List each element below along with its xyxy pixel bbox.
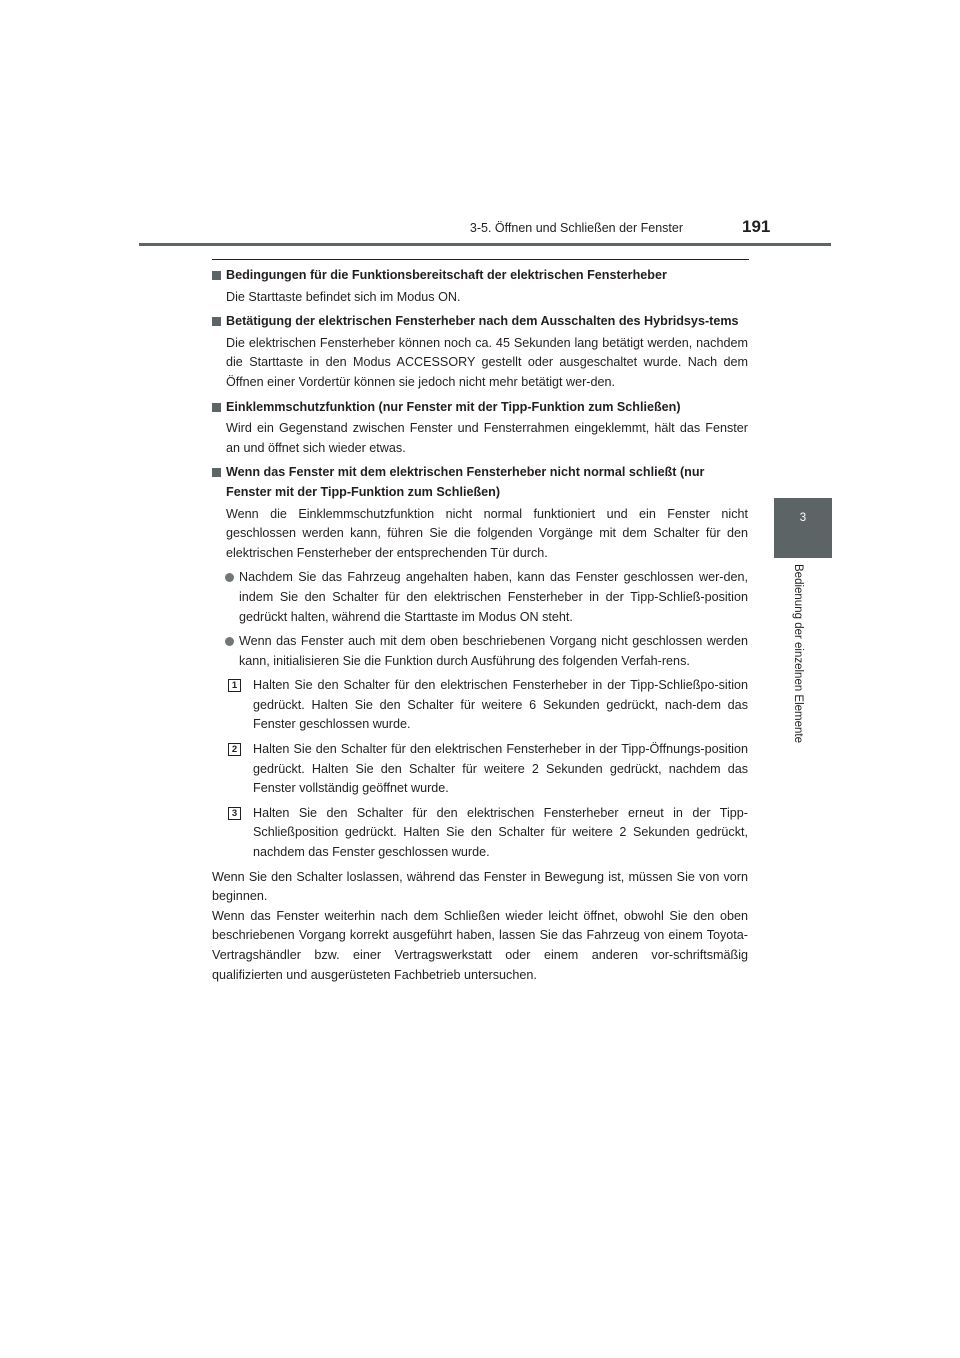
circle-bullet-icon bbox=[225, 573, 234, 582]
step-item: 1 Halten Sie den Schalter für den elektrischen Fensterheber in der Tipp-Schließpo-sition gedrückt. Halten Sie den Schalter für weitere 6 Sekunden gedrückt, nach-dem das Fenster geschlossen wurde. bbox=[212, 676, 748, 735]
chapter-tab-label: Bedienung der einzelnen Elemente bbox=[792, 564, 804, 744]
section-heading: Bedingungen für die Funktionsbereitschaft der elektrischen Fensterheber bbox=[212, 266, 748, 286]
list-item: Wenn das Fenster auch mit dem oben beschriebenen Vorgang nicht geschlossen werden kann, initialisieren Sie die Funktion durch Ausführung des folgenden Verfah-rens. bbox=[212, 632, 748, 671]
step-item: 2 Halten Sie den Schalter für den elektrischen Fensterheber in der Tipp-Öffnungs-position gedrückt. Halten Sie den Schalter für weitere 2 Sekunden gedrückt, nachdem das Fenster vollständig geöffnet wurde. bbox=[212, 740, 748, 799]
step-item: 3 Halten Sie den Schalter für den elektrischen Fensterheber erneut in der Tipp-Schließposition gedrückt. Halten Sie den Schalter für weitere 2 Sekunden gedrückt, nachdem das Fenster geschlossen wurde. bbox=[212, 804, 748, 863]
chapter-tab-number: 3 bbox=[799, 512, 807, 524]
section-heading: Betätigung der elektrischen Fensterheber nach dem Ausschalten des Hybridsys-tems bbox=[212, 312, 748, 332]
section-text: Die Starttaste befindet sich im Modus ON. bbox=[226, 289, 461, 304]
step-number-badge: 2 bbox=[228, 743, 241, 756]
list-item: Nachdem Sie das Fahrzeug angehalten haben, kann das Fenster geschlossen wer-den, indem Sie den Schalter für den elektrischen Fensterheber in der Tipp-Schließ-position gedrückt halten, während die Starttaste im Modus ON steht. bbox=[212, 568, 748, 627]
circle-bullet-icon bbox=[225, 637, 234, 646]
step-number-badge: 1 bbox=[228, 679, 241, 692]
section-heading: Einklemmschutzfunktion (nur Fenster mit der Tipp-Funktion zum Schließen) bbox=[212, 398, 748, 418]
page-number: 191 bbox=[742, 217, 771, 236]
header-rule bbox=[139, 243, 831, 246]
square-bullet-icon bbox=[212, 317, 221, 326]
section-heading: Wenn das Fenster mit dem elektrischen Fensterheber nicht normal schließt (nur Fenster mit der Tipp-Funktion zum Schließen) bbox=[212, 463, 748, 502]
chapter-title: 3-5. Öffnen und Schließen der Fenster bbox=[469, 221, 683, 235]
square-bullet-icon bbox=[212, 403, 221, 412]
chapter-tab bbox=[774, 498, 832, 558]
square-bullet-icon bbox=[212, 468, 221, 477]
section-text: Die elektrischen Fensterheber können noch ca. 45 Sekunden lang betätigt werden, nachdem die Starttaste in den Modus ACCESSORY gestellt oder ausgeschaltet wurde. Nach dem Öffnen einer Vordertür können sie jedoch nicht mehr betätigt wer-den. bbox=[226, 335, 748, 389]
section-text: Wird ein Gegenstand zwischen Fenster und Fensterrahmen eingeklemmt, hält das Fenster an und öffnet sich wieder etwas. bbox=[226, 421, 748, 455]
section-text: Wenn die Einklemmschutzfunktion nicht normal funktioniert und ein Fenster nicht geschlossen werden kann, führen Sie die folgenden Vorgänge mit dem Schalter für den elektrischen Fensterheber der entsprechenden Tür durch. bbox=[226, 506, 748, 560]
section-rule bbox=[212, 259, 749, 260]
square-bullet-icon bbox=[212, 271, 221, 280]
page-content bbox=[212, 266, 748, 985]
step-number-badge: 3 bbox=[228, 807, 241, 820]
note-text: Wenn Sie den Schalter loslassen, während das Fenster in Bewegung ist, müssen Sie von vorn beginnen. Wenn das Fenster weiterhin nach dem Schließen wieder leicht öffnet, obwohl Sie den oben beschriebenen Vorgang korrekt ausgeführt haben, lassen Sie das Fahrzeug von einem Toyota-Vertragshändler bzw. einer Vertragswerkstatt oder einem anderen vor-schriftsmäßig qualifizierten und ausgerüsteten Fachbetrieb untersuchen. bbox=[212, 869, 748, 982]
